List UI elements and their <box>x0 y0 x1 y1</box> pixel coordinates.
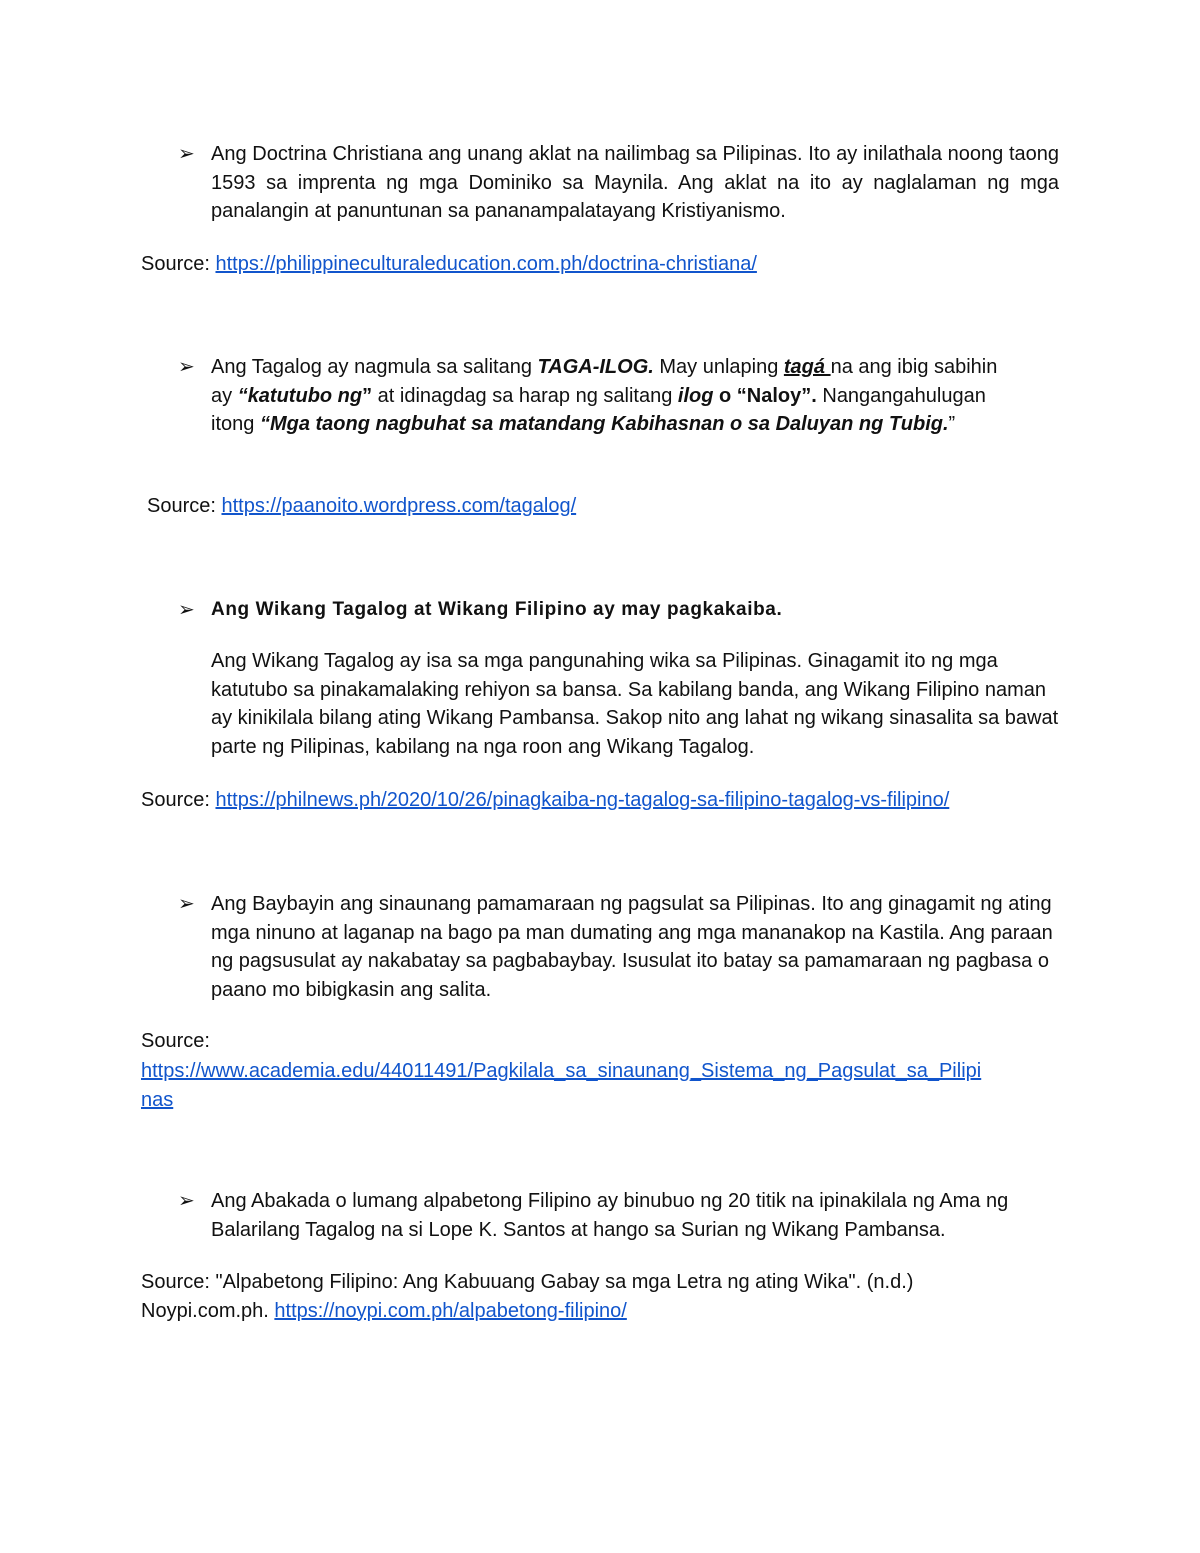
emphasis-katutubo: “katutubo ng <box>237 384 363 407</box>
bullet-arrow-icon: ➢ <box>178 143 195 165</box>
text-run: Nangangahulugan itong <box>211 384 986 435</box>
source-line-5 <box>141 1268 1061 1325</box>
source-label: Source: <box>141 1030 210 1052</box>
source-label: Source: <box>141 253 216 275</box>
source-label: Source: <box>141 789 216 811</box>
source-line-1 <box>141 250 1061 279</box>
paragraph-doctrina-christiana: Ang Doctrina Christiana ang unang aklat na nailimbag sa Pilipinas. Ito ay inilathala noong taong 1593 sa imprenta ng mga Dominiko sa Maynila. Ang aklat na ito ay naglalaman ng mga panalangin at panuntunan sa pananampalatayang Kristiyanismo. <box>211 143 1059 222</box>
source-line-2 <box>147 492 1067 521</box>
source-label: Source: <box>147 495 222 517</box>
text-run: May unlaping <box>653 356 784 378</box>
source-link-4-continued[interactable]: nas <box>141 1089 174 1111</box>
source-publisher: Noypi.com.ph. <box>141 1299 275 1322</box>
bullet-arrow-icon: ➢ <box>178 1190 195 1212</box>
text-run: na ang ibig sabihin ay <box>211 356 998 407</box>
paragraph-tagalog-filipino: Ang Wikang Tagalog ay isa sa mga pangunahing wika sa Pilipinas. Ginagamit ito ng mga katutubo sa pinakamalaking rehiyon sa bansa. Sa kabilang banda, ang Wikang Filipino naman ay kinikilala bilang ating Wikang Pambansa. Sakop nito ang lahat ng wikang sinasalita sa bawat parte ng Pilipinas, kabilang na nga roon ang Wikang Tagalog. <box>211 650 1059 758</box>
source-link-4[interactable]: https://www.academia.edu/44011491/Pagkilala_sa_sinaunang_Sistema_ng_Pagsulat_sa_Pilipi <box>141 1059 982 1082</box>
text-run: Ang Tagalog ay nagmula sa salitang <box>211 356 538 378</box>
emphasis-taga-ilog: TAGA-ILOG. <box>537 356 654 378</box>
source-link-3[interactable]: https://philnews.ph/2020/10/26/pinagkaiba-ng-tagalog-sa-filipino-tagalog-vs-filipino/ <box>215 789 950 811</box>
paragraph-baybayin: Ang Baybayin ang sinaunang pamamaraan ng pagsulat sa Pilipinas. Ito ang ginagamit ng ating mga ninuno at laganap na bago pa man dumating ang mga mananakop na Kastila. Ang paraan ng pagsusulat ay nakabatay sa pagbabaybay. Isusulat ito batay sa pamamaraan ng pagbasa o paano mo bibigkasin ang salita. <box>211 893 1053 1001</box>
emphasis-naloy: o “Naloy”. <box>713 384 817 407</box>
emphasis-meaning: “Mga taong nagbuhat sa matandang Kabihasnan o sa Daluyan ng Tubig. <box>259 413 949 435</box>
emphasis-ilog: ilog <box>677 384 714 407</box>
source-link-5[interactable]: https://noypi.com.ph/alpabetong-filipino/ <box>274 1299 627 1322</box>
source-link-2[interactable]: https://paanoito.wordpress.com/tagalog/ <box>221 495 577 517</box>
text-run: at idinagdag sa harap ng salitang <box>372 384 678 407</box>
bullet-arrow-icon: ➢ <box>178 356 195 378</box>
emphasis-taga: tagá <box>783 356 831 378</box>
source-link-1[interactable]: https://philippineculturaleducation.com.ph/doctrina-christiana/ <box>215 253 757 275</box>
text-run: ” <box>948 413 956 435</box>
heading-tagalog-filipino: Ang Wikang Tagalog at Wikang Filipino ay may pagkakaiba. <box>211 599 783 620</box>
bullet-arrow-icon: ➢ <box>178 893 195 915</box>
paragraph-abakada: Ang Abakada o lumang alpabetong Filipino ay binubuo ng 20 titik na ipinakilala ng Ama ng Balarilang Tagalog na si Lope K. Santos at hango sa Surian ng Wikang Pambansa. <box>211 1190 1009 1241</box>
source-line-3 <box>141 786 1061 815</box>
bullet-arrow-icon: ➢ <box>178 599 195 621</box>
source-citation: Source: "Alpabetong Filipino: Ang Kabuuang Gabay sa mga Letra ng ating Wika". (n.d.) <box>141 1271 914 1293</box>
paragraph-tagalog-origin <box>211 353 1011 439</box>
text-run: ” <box>362 384 373 407</box>
source-line-4 <box>141 1027 1061 1115</box>
